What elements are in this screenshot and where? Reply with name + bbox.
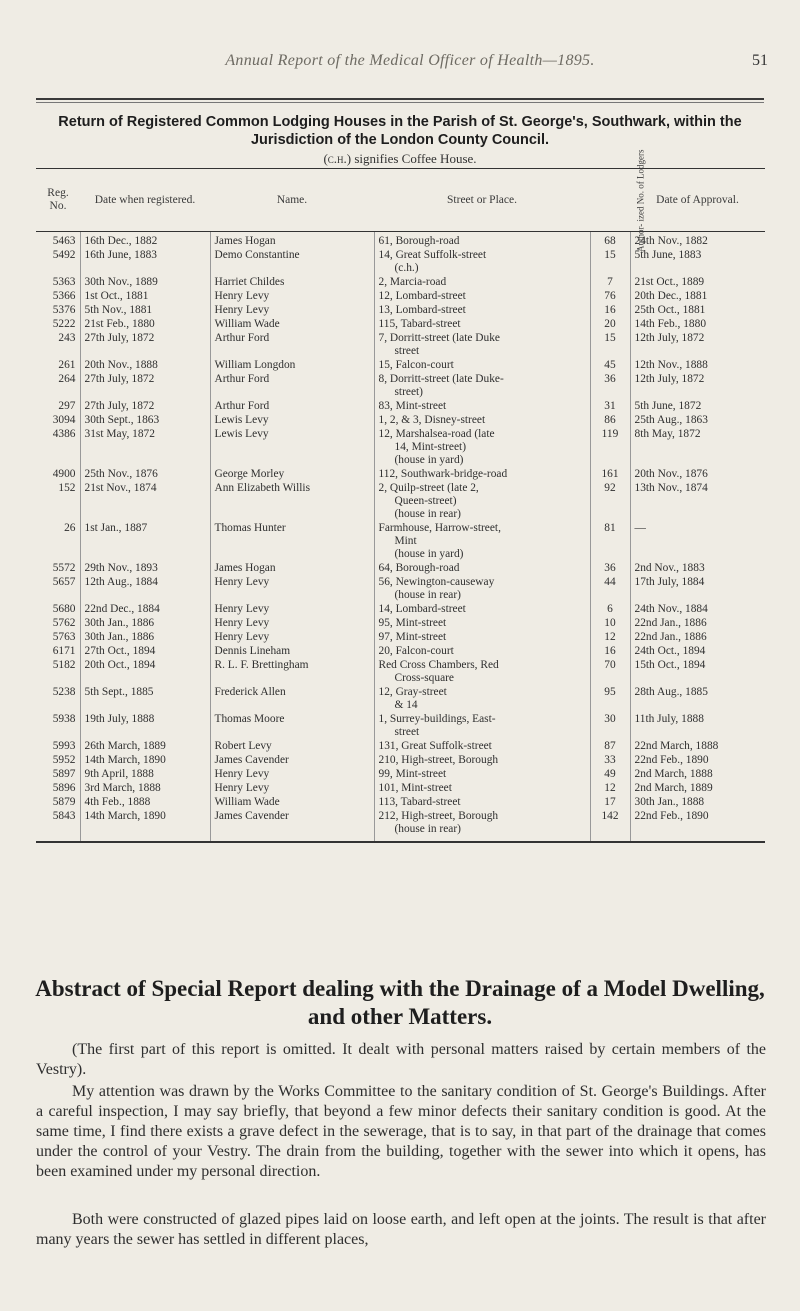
date-registered-cell: 29th Nov., 1893 xyxy=(80,561,210,575)
table-row xyxy=(36,331,765,358)
lodgers-header-text: Author- ized No. of Lodgers xyxy=(635,148,646,252)
lodgers-cell: 49 xyxy=(590,767,630,781)
reg-no-cell: 5222 xyxy=(52,318,76,330)
name-cell: Henry Levy xyxy=(210,767,374,781)
table-row xyxy=(36,616,765,630)
street-line: 12, Lombard-street xyxy=(378,290,466,302)
date-registered-cell: 20th Oct., 1894 xyxy=(80,658,210,685)
lodgers-cell: 7 xyxy=(590,275,630,289)
name-cell: Robert Levy xyxy=(210,739,374,753)
reg-no-cell: 4900 xyxy=(52,468,76,480)
table-row xyxy=(36,275,765,289)
name-cell: Arthur Ford xyxy=(210,399,374,413)
table-row xyxy=(36,303,765,317)
date-registered-cell: 14th March, 1890 xyxy=(80,809,210,842)
approval-date-cell: 11th July, 1888 xyxy=(630,712,765,739)
street-line: 1, 2, & 3, Disney-street xyxy=(378,414,486,426)
reg-no-cell: 3094 xyxy=(52,414,76,426)
table-row xyxy=(36,644,765,658)
street-cell xyxy=(374,331,590,358)
street-line: 112, Southwark-bridge-road xyxy=(378,468,508,480)
street-cell xyxy=(374,399,590,413)
reg-no-cell: 5879 xyxy=(52,796,76,808)
paragraph-3: Both were constructed of glazed pipes laid on loose earth, and left open at the joints. The result is that after many years the sewer has settled in different places, xyxy=(36,1211,766,1248)
table-body xyxy=(36,232,765,843)
street-continuation: Cross-square xyxy=(394,672,454,684)
street-cell xyxy=(374,289,590,303)
street-cell xyxy=(374,781,590,795)
lodgers-cell: 36 xyxy=(590,561,630,575)
date-registered-cell: 25th Nov., 1876 xyxy=(80,467,210,481)
header-rule-thin xyxy=(36,102,764,103)
reg-no-cell: 5182 xyxy=(52,659,76,671)
date-registered-cell: 16th Dec., 1882 xyxy=(80,232,210,249)
lodgers-cell: 76 xyxy=(590,289,630,303)
approval-date-cell: 20th Dec., 1881 xyxy=(630,289,765,303)
street-cell xyxy=(374,467,590,481)
street-cell xyxy=(374,413,590,427)
name-cell: Henry Levy xyxy=(210,575,374,602)
table-row xyxy=(36,521,765,561)
lodgers-cell: 95 xyxy=(590,685,630,712)
table-row xyxy=(36,602,765,616)
street-cell xyxy=(374,753,590,767)
street-line: Red Cross Chambers, Red xyxy=(378,659,499,671)
approval-date-cell: 5th June, 1883 xyxy=(630,248,765,275)
reg-no-cell: 5492 xyxy=(52,249,76,261)
lodgers-cell: 17 xyxy=(590,795,630,809)
street-cell xyxy=(374,358,590,372)
street-cell xyxy=(374,481,590,521)
street-line: 2, Marcia-road xyxy=(378,276,447,288)
table-row xyxy=(36,413,765,427)
approval-date-cell: 12th July, 1872 xyxy=(630,372,765,399)
table-row xyxy=(36,712,765,739)
reg-no-cell: 5238 xyxy=(52,686,76,698)
approval-date-cell: 2nd Nov., 1883 xyxy=(630,561,765,575)
reg-no-cell: 5657 xyxy=(52,576,76,588)
table-title: Return of Registered Common Lodging Houses in the Parish of St. George's, Southwark, within the Jurisdiction of the London County Council. xyxy=(58,114,742,148)
lodgers-cell: 87 xyxy=(590,739,630,753)
approval-date-cell: 13th Nov., 1874 xyxy=(630,481,765,521)
date-registered-cell: 27th July, 1872 xyxy=(80,399,210,413)
approval-date-cell: 22nd March, 1888 xyxy=(630,739,765,753)
date-registered-cell: 22nd Dec., 1884 xyxy=(80,602,210,616)
table-header-row xyxy=(36,169,765,232)
name-cell: James Cavender xyxy=(210,753,374,767)
approval-date-cell: 22nd Jan., 1886 xyxy=(630,630,765,644)
street-line: 14, Great Suffolk-street xyxy=(378,249,487,261)
street-cell xyxy=(374,275,590,289)
reg-no-cell: 5993 xyxy=(52,740,76,752)
street-line: 212, High-street, Borough xyxy=(378,810,499,822)
street-line: 115, Tabard-street xyxy=(378,318,461,330)
date-registered-cell: 5th Sept., 1885 xyxy=(80,685,210,712)
lodgers-cell: 161 xyxy=(590,467,630,481)
lodgers-cell: 86 xyxy=(590,413,630,427)
approval-date-cell: 22nd Jan., 1886 xyxy=(630,616,765,630)
reg-no-cell: 5897 xyxy=(52,768,76,780)
table-row xyxy=(36,317,765,331)
approval-date-cell: 25th Oct., 1881 xyxy=(630,303,765,317)
street-continuation: street xyxy=(394,345,420,357)
street-cell xyxy=(374,712,590,739)
approval-date-cell: 8th May, 1872 xyxy=(630,427,765,467)
col-header-date-registered: Date when registered. xyxy=(80,169,210,232)
lodgers-cell: 36 xyxy=(590,372,630,399)
street-cell xyxy=(374,602,590,616)
name-cell: Henry Levy xyxy=(210,303,374,317)
street-line: 8, Dorritt-street (late Duke- xyxy=(378,373,504,385)
lodgers-cell: 20 xyxy=(590,317,630,331)
street-cell xyxy=(374,248,590,275)
table-row xyxy=(36,767,765,781)
col-header-name: Name. xyxy=(210,169,374,232)
street-line: 131, Great Suffolk-street xyxy=(378,740,492,752)
date-registered-cell: 14th March, 1890 xyxy=(80,753,210,767)
name-cell: Thomas Moore xyxy=(210,712,374,739)
date-registered-cell: 20th Nov., 1888 xyxy=(80,358,210,372)
lodgers-cell: 15 xyxy=(590,248,630,275)
street-line: 12, Marshalsea-road (late xyxy=(378,428,495,440)
approval-date-cell: 14th Feb., 1880 xyxy=(630,317,765,331)
reg-no-cell: 243 xyxy=(58,332,76,344)
table-row xyxy=(36,561,765,575)
street-cell xyxy=(374,575,590,602)
street-cell xyxy=(374,767,590,781)
table-row xyxy=(36,427,765,467)
table-row xyxy=(36,795,765,809)
lodgers-cell: 119 xyxy=(590,427,630,467)
name-cell: Frederick Allen xyxy=(210,685,374,712)
street-continuation: (house in rear) xyxy=(394,508,461,520)
street-continuation: Mint xyxy=(394,535,417,547)
running-title: Annual Report of the Medical Officer of Health—1895. xyxy=(225,52,595,69)
table-row xyxy=(36,685,765,712)
name-cell: William Wade xyxy=(210,795,374,809)
lodgers-cell: 70 xyxy=(590,658,630,685)
table-row xyxy=(36,781,765,795)
date-registered-cell: 9th April, 1888 xyxy=(80,767,210,781)
lodgers-cell: 30 xyxy=(590,712,630,739)
name-cell: Henry Levy xyxy=(210,781,374,795)
lodgers-cell: 16 xyxy=(590,303,630,317)
street-cell xyxy=(374,521,590,561)
name-cell: Lewis Levy xyxy=(210,427,374,467)
running-head xyxy=(0,52,800,76)
approval-date-cell: 28th Aug., 1885 xyxy=(630,685,765,712)
street-line: 97, Mint-street xyxy=(378,631,447,643)
street-continuation: 14, Mint-street) xyxy=(394,441,466,453)
table-row xyxy=(36,753,765,767)
table-row xyxy=(36,630,765,644)
name-cell: Arthur Ford xyxy=(210,331,374,358)
date-registered-cell: 26th March, 1889 xyxy=(80,739,210,753)
street-continuation: (house in rear) xyxy=(394,823,461,835)
date-registered-cell: 30th Nov., 1889 xyxy=(80,275,210,289)
lodgers-cell: 68 xyxy=(590,232,630,249)
lodgers-cell: 16 xyxy=(590,644,630,658)
street-continuation: (house in rear) xyxy=(394,589,461,601)
table-row xyxy=(36,232,765,249)
name-cell: James Hogan xyxy=(210,232,374,249)
street-line: 64, Borough-road xyxy=(378,562,460,574)
paragraph-2: My attention was drawn by the Works Committee to the sanitary condition of St. George's Buildings. After a careful inspection, I may say briefly, that beyond a few minor defects their sanitary condition is good. At the same time, I find there exists a grave defect in the sewerage, that is to say, in that part of the drainage that comes under the control of your Vestry. The drain from the building, together with the sewer into which it opens, has been examined under my personal direction. xyxy=(36,1083,766,1180)
name-cell: Dennis Lineham xyxy=(210,644,374,658)
street-continuation: & 14 xyxy=(394,699,418,711)
table-row xyxy=(36,372,765,399)
street-continuation: street) xyxy=(394,386,423,398)
name-cell: Henry Levy xyxy=(210,630,374,644)
street-line: 95, Mint-street xyxy=(378,617,447,629)
reg-no-cell: 5572 xyxy=(52,562,76,574)
lodgers-cell: 12 xyxy=(590,630,630,644)
date-registered-cell: 21st Nov., 1874 xyxy=(80,481,210,521)
table-row xyxy=(36,467,765,481)
approval-date-cell: 30th Jan., 1888 xyxy=(630,795,765,809)
date-registered-cell: 1st Jan., 1887 xyxy=(80,521,210,561)
lodgers-cell: 142 xyxy=(590,809,630,842)
name-cell: Thomas Hunter xyxy=(210,521,374,561)
date-registered-cell: 27th July, 1872 xyxy=(80,331,210,358)
name-cell: Henry Levy xyxy=(210,602,374,616)
reg-no-cell: 5376 xyxy=(52,304,76,316)
date-registered-cell: 30th Jan., 1886 xyxy=(80,630,210,644)
street-line: 61, Borough-road xyxy=(378,235,460,247)
date-registered-cell: 12th Aug., 1884 xyxy=(80,575,210,602)
street-line: 14, Lombard-street xyxy=(378,603,466,615)
reg-no-cell: 152 xyxy=(58,482,76,494)
street-line: 99, Mint-street xyxy=(378,768,447,780)
name-cell: Arthur Ford xyxy=(210,372,374,399)
street-continuation: (c.h.) xyxy=(394,262,419,274)
coffee-house-abbr: (c.h.) xyxy=(323,151,352,166)
paragraph-1: (The first part of this report is omitted. It dealt with personal matters raised by certain members of the Vestry). xyxy=(36,1041,766,1078)
date-registered-cell: 4th Feb., 1888 xyxy=(80,795,210,809)
date-registered-cell: 5th Nov., 1881 xyxy=(80,303,210,317)
reg-no-cell: 5762 xyxy=(52,617,76,629)
reg-no-cell: 5843 xyxy=(36,809,80,842)
table-row xyxy=(36,481,765,521)
street-line: 13, Lombard-street xyxy=(378,304,466,316)
col-header-approval: Date of Approval. xyxy=(630,169,765,232)
street-cell xyxy=(374,644,590,658)
reg-no-cell: 5366 xyxy=(52,290,76,302)
reg-no-cell: 4386 xyxy=(52,428,76,440)
reg-no-cell: 26 xyxy=(64,522,76,534)
approval-date-cell: 12th Nov., 1888 xyxy=(630,358,765,372)
street-line: 113, Tabard-street xyxy=(378,796,461,808)
name-cell: Harriet Childes xyxy=(210,275,374,289)
street-line: 83, Mint-street xyxy=(378,400,447,412)
street-line: 12, Gray-street xyxy=(378,686,447,698)
reg-no-cell: 261 xyxy=(58,359,76,371)
table-row xyxy=(36,658,765,685)
date-registered-cell: 30th Sept., 1863 xyxy=(80,413,210,427)
lodgers-cell: 6 xyxy=(590,602,630,616)
street-continuation: (house in yard) xyxy=(394,548,464,560)
reg-no-cell: 5896 xyxy=(52,782,76,794)
approval-date-cell: — xyxy=(630,521,765,561)
approval-date-cell: 12th July, 1872 xyxy=(630,331,765,358)
table-row xyxy=(36,399,765,413)
name-cell: R. L. F. Brettingham xyxy=(210,658,374,685)
street-cell xyxy=(374,795,590,809)
reg-no-cell: 5463 xyxy=(52,235,76,247)
street-line: 7, Dorritt-street (late Duke xyxy=(378,332,500,344)
approval-date-cell: 24th Nov., 1882 xyxy=(630,232,765,249)
approval-date-cell: 15th Oct., 1894 xyxy=(630,658,765,685)
street-cell xyxy=(374,427,590,467)
date-registered-cell: 27th July, 1872 xyxy=(80,372,210,399)
approval-date-cell: 2nd March, 1888 xyxy=(630,767,765,781)
abstract-title: Abstract of Special Report dealing with the Drainage of a Model Dwelling, and other Matters. xyxy=(35,976,765,1029)
approval-date-cell: 17th July, 1884 xyxy=(630,575,765,602)
reg-no-cell: 297 xyxy=(58,400,76,412)
reg-no-cell: 264 xyxy=(58,373,76,385)
name-cell: William Longdon xyxy=(210,358,374,372)
reg-no-cell: 5952 xyxy=(52,754,76,766)
table-row xyxy=(36,248,765,275)
street-line: 15, Falcon-court xyxy=(378,359,454,371)
name-cell: Demo Constantine xyxy=(210,248,374,275)
name-cell: James Hogan xyxy=(210,561,374,575)
date-registered-cell: 3rd March, 1888 xyxy=(80,781,210,795)
date-registered-cell: 19th July, 1888 xyxy=(80,712,210,739)
lodgers-cell: 15 xyxy=(590,331,630,358)
lodgers-cell: 12 xyxy=(590,781,630,795)
name-cell: Lewis Levy xyxy=(210,413,374,427)
approval-date-cell: 24th Nov., 1884 xyxy=(630,602,765,616)
date-registered-cell: 21st Feb., 1880 xyxy=(80,317,210,331)
street-cell xyxy=(374,372,590,399)
name-cell: George Morley xyxy=(210,467,374,481)
lodgers-cell: 10 xyxy=(590,616,630,630)
name-cell: William Wade xyxy=(210,317,374,331)
street-continuation: street xyxy=(394,726,420,738)
street-line: 56, Newington-causeway xyxy=(378,576,495,588)
date-registered-cell: 27th Oct., 1894 xyxy=(80,644,210,658)
approval-date-cell: 25th Aug., 1863 xyxy=(630,413,765,427)
street-line: 2, Quilp-street (late 2, xyxy=(378,482,479,494)
street-cell xyxy=(374,317,590,331)
street-continuation: (house in yard) xyxy=(394,454,464,466)
street-cell xyxy=(374,616,590,630)
col-header-reg-no: Reg. No. xyxy=(36,169,80,232)
street-line: 1, Surrey-buildings, East- xyxy=(378,713,496,725)
lodgers-cell: 92 xyxy=(590,481,630,521)
col-header-street: Street or Place. xyxy=(374,169,590,232)
lodgers-cell: 44 xyxy=(590,575,630,602)
date-registered-cell: 1st Oct., 1881 xyxy=(80,289,210,303)
street-line: 210, High-street, Borough xyxy=(378,754,499,766)
header-rule xyxy=(36,98,764,100)
street-cell xyxy=(374,561,590,575)
date-registered-cell: 30th Jan., 1886 xyxy=(80,616,210,630)
reg-no-cell: 5680 xyxy=(52,603,76,615)
street-cell xyxy=(374,232,590,249)
approval-date-cell: 5th June, 1872 xyxy=(630,399,765,413)
table-row xyxy=(36,289,765,303)
date-registered-cell: 16th June, 1883 xyxy=(80,248,210,275)
name-cell: James Cavender xyxy=(210,809,374,842)
approval-date-cell: 22nd Feb., 1890 xyxy=(630,753,765,767)
street-cell xyxy=(374,630,590,644)
lodgers-cell: 81 xyxy=(590,521,630,561)
lodgers-cell: 45 xyxy=(590,358,630,372)
approval-date-cell: 24th Oct., 1894 xyxy=(630,644,765,658)
page-number: 51 xyxy=(752,52,768,69)
date-registered-cell: 31st May, 1872 xyxy=(80,427,210,467)
reg-no-cell: 6171 xyxy=(52,645,76,657)
table-row xyxy=(36,358,765,372)
street-line: 20, Falcon-court xyxy=(378,645,454,657)
reg-no-cell: 5363 xyxy=(52,276,76,288)
reg-no-cell: 5938 xyxy=(52,713,76,725)
street-line: Farmhouse, Harrow-street, xyxy=(378,522,501,534)
street-cell xyxy=(374,809,590,842)
lodgers-cell: 31 xyxy=(590,399,630,413)
table-row xyxy=(36,575,765,602)
name-cell: Henry Levy xyxy=(210,616,374,630)
name-cell: Henry Levy xyxy=(210,289,374,303)
reg-no-cell: 5763 xyxy=(52,631,76,643)
street-line: 101, Mint-street xyxy=(378,782,452,794)
approval-date-cell: 2nd March, 1889 xyxy=(630,781,765,795)
table-subtitle xyxy=(30,151,770,167)
approval-date-cell: 21st Oct., 1889 xyxy=(630,275,765,289)
table-row xyxy=(36,809,765,842)
lodgers-cell: 33 xyxy=(590,753,630,767)
approval-date-cell: 22nd Feb., 1890 xyxy=(630,809,765,842)
street-cell xyxy=(374,685,590,712)
street-cell xyxy=(374,303,590,317)
approval-date-cell: 20th Nov., 1876 xyxy=(630,467,765,481)
street-cell xyxy=(374,739,590,753)
table-row xyxy=(36,739,765,753)
street-continuation: Queen-street) xyxy=(394,495,457,507)
street-cell xyxy=(374,658,590,685)
name-cell: Ann Elizabeth Willis xyxy=(210,481,374,521)
subtitle-text: signifies Coffee House. xyxy=(351,151,477,166)
